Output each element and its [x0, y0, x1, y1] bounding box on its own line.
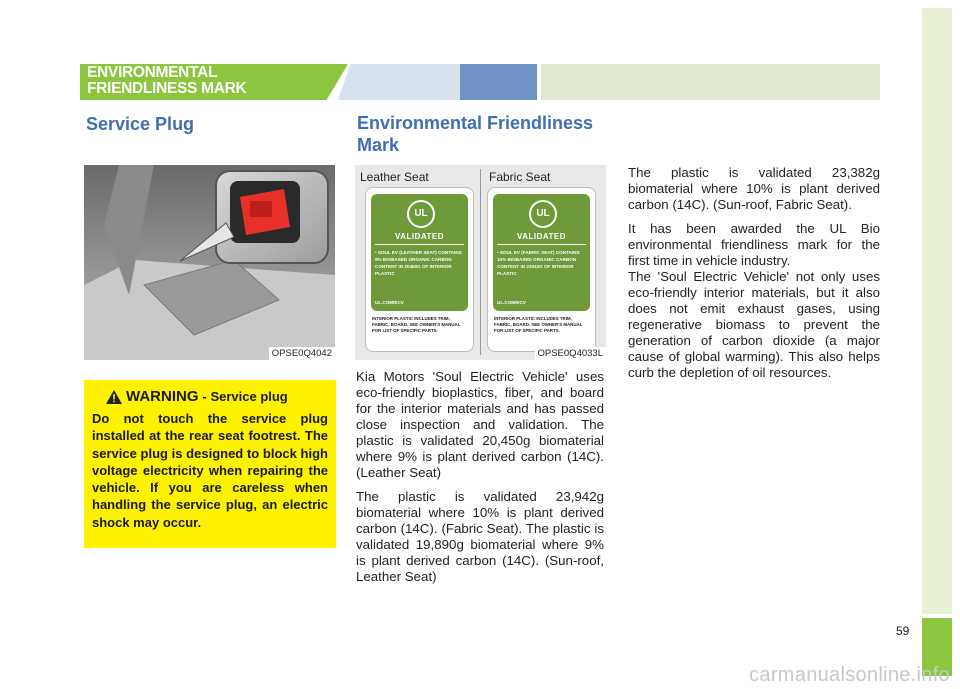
page-number: 59 — [896, 624, 910, 638]
right-paragraph-2: It has been awarded the UL Bio environmental friendliness mark for the first time in vehicle industry. — [628, 221, 880, 268]
leather-seat-label: Leather Seat — [360, 170, 429, 184]
environment-title-line2: Mark — [357, 135, 400, 155]
fabric-ul-green-panel — [493, 194, 590, 311]
watermark-text: carmanualsonline.info — [749, 664, 950, 686]
middle-paragraph-1: Kia Motors 'Soul Electric Vehicle' uses eco-friendly bioplastics, fiber, and board for the interior materials and has passed close inspection and validation. The plastic is validated 20,450g biomaterial where 9% is plant derived carbon (14C). (Leather Seat) — [356, 369, 604, 480]
header-line2: FRIENDLINESS MARK — [87, 80, 247, 97]
warning-triangle-icon — [106, 390, 122, 404]
warning-label: WARNING — [126, 388, 199, 405]
leather-claim-text: • SOUL EV (LEATHER SEAT) CONTAINS 9% BIOBASED ORGANIC CARBON CONTENT IN 20450G OF INTERIOR PLASTIC — [375, 250, 462, 276]
fabric-seat-label: Fabric Seat — [489, 170, 551, 184]
side-strip — [922, 8, 952, 614]
fabric-validated-text: VALIDATED — [516, 232, 567, 241]
environment-title-line1: Environmental Friendliness — [357, 113, 594, 133]
service-plug-image — [84, 165, 335, 360]
photo-divider — [480, 169, 481, 355]
header-line1: ENVIRONMENTAL — [87, 64, 218, 81]
fabric-ul-logo: UL — [529, 200, 557, 228]
fabric-url-text: UL.COM/ECV — [497, 300, 526, 305]
right-paragraph-3: The 'Soul Electric Vehicle' not only uses eco-friendly interior materials, but it also does not emit exhaust gases, using regenerative biomass to prevent the generation of carbon dioxide (a major cause of global warming). This also helps curb the depletion of oil resources. — [628, 269, 880, 380]
fabric-footer-text: INTERIOR PLASTIC INCLUDES TRIM, FABRIC, BOARD. SEE OWNER'S MANUAL FOR LIST OF SPECIFIC PARTS. — [494, 316, 583, 333]
fabric-ul-card — [487, 187, 596, 352]
header-title — [87, 65, 246, 97]
service-plug-caption: OPSE0Q4042 — [269, 347, 335, 360]
leather-ul-logo: UL — [407, 200, 435, 228]
environment-title — [357, 112, 593, 156]
leather-ul-green-panel — [371, 194, 468, 311]
fabric-rule — [497, 244, 586, 245]
fabric-claim-text: • SOUL EV (FABRIC SEAT) CONTAINS 10% BIOBASED ORGANIC CARBON CONTENT IN 23942G OF INTERIOR PLASTIC — [497, 250, 580, 276]
header-blue-block — [460, 64, 537, 100]
leather-footer-text: INTERIOR PLASTIC INCLUDES TRIM, FABRIC, BOARD. SEE OWNER'S MANUAL FOR LIST OF SPECIFIC PARTS. — [372, 316, 461, 333]
header-light-block — [338, 64, 464, 100]
section-header — [80, 64, 880, 100]
warning-header — [106, 388, 328, 405]
leather-rule — [375, 244, 464, 245]
service-plug-title: Service Plug — [86, 114, 195, 134]
leather-validated-text: VALIDATED — [394, 232, 445, 241]
warning-text: Do not touch the service plug installed at the rear seat footrest. The service plug is designed to block high voltage electricity when repairing the vehicle. If you are careless when handling the service plug, an electric shock may occur. — [92, 411, 328, 530]
leather-url-text: UL.COM/ECV — [375, 300, 404, 305]
middle-paragraph-2: The plastic is validated 23,942g biomaterial where 10% is plant derived carbon (14C). (Fabric Seat). The plastic is validated 19,890g biomaterial where 9% is plant derived carbon (14C). (Sun-roof, Leather Seat) — [356, 489, 604, 584]
warning-box — [84, 380, 336, 548]
header-pale-block — [541, 64, 880, 100]
ul-labels-caption: OPSE0Q4033L — [535, 347, 607, 360]
ul-labels-photo — [355, 165, 606, 360]
leather-ul-card — [365, 187, 474, 352]
warning-subtitle: - Service plug — [202, 389, 288, 404]
right-paragraph-1: The plastic is validated 23,382g biomaterial where 10% is plant derived carbon (14C). (Sun-roof, Fabric Seat). — [628, 165, 880, 212]
service-plug-photo — [84, 165, 335, 360]
